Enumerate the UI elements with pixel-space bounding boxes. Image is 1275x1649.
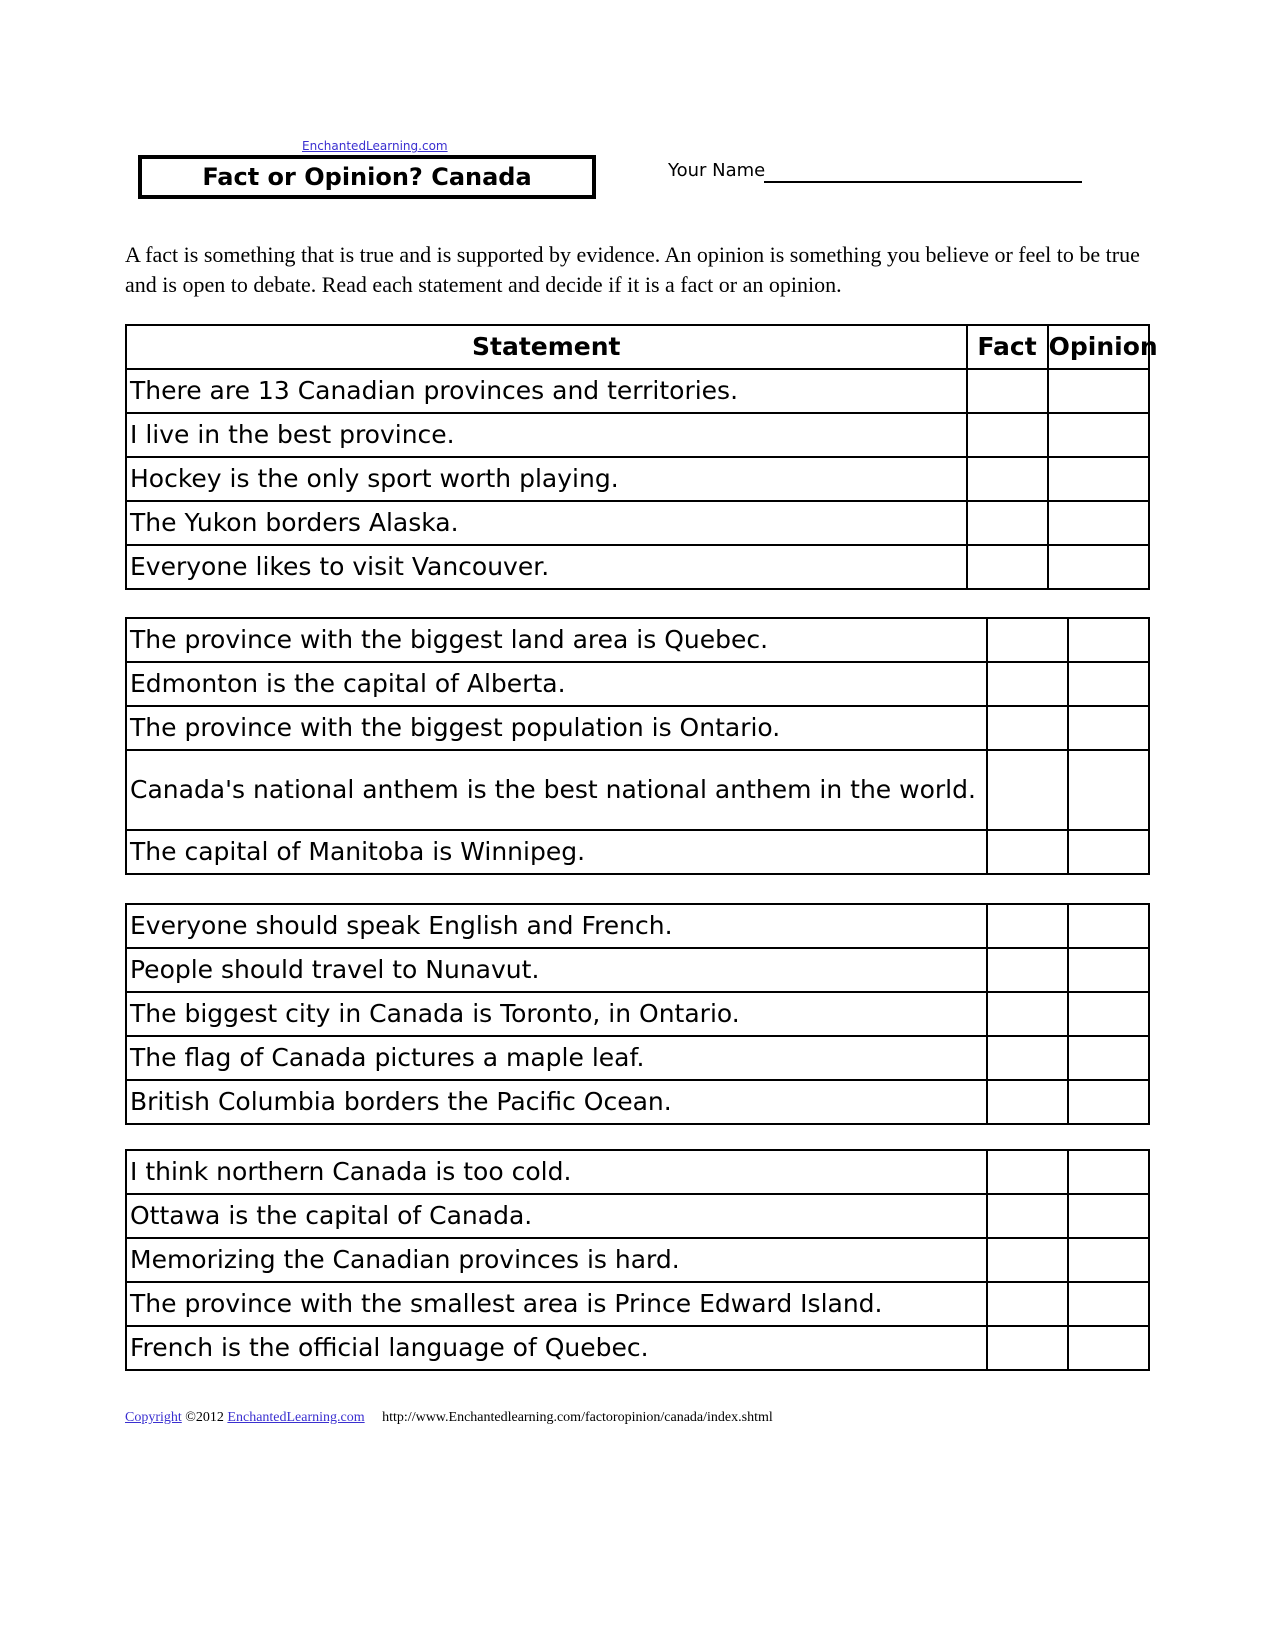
fact-checkbox[interactable]: [987, 992, 1068, 1036]
opinion-checkbox[interactable]: [1068, 830, 1149, 874]
opinion-checkbox[interactable]: [1048, 501, 1149, 545]
statement-text: The flag of Canada pictures a maple leaf.: [126, 1036, 987, 1080]
table-row: [126, 1282, 1149, 1326]
fact-checkbox[interactable]: [967, 545, 1048, 589]
statement-text: French is the official language of Quebec.: [126, 1326, 987, 1370]
site-link-footer[interactable]: EnchantedLearning.com: [227, 1410, 365, 1425]
footer: [125, 1410, 773, 1426]
statement-text: British Columbia borders the Pacific Ocean.: [126, 1080, 987, 1124]
opinion-checkbox[interactable]: [1068, 992, 1149, 1036]
table-row: [126, 706, 1149, 750]
opinion-checkbox[interactable]: [1068, 750, 1149, 830]
table-row: [126, 1150, 1149, 1194]
statement-text: Hockey is the only sport worth playing.: [126, 457, 967, 501]
table-row: [126, 413, 1149, 457]
fact-header: Fact: [967, 325, 1048, 369]
table-row: [126, 830, 1149, 874]
table-row: [126, 501, 1149, 545]
statement-text: The biggest city in Canada is Toronto, in Ontario.: [126, 992, 987, 1036]
opinion-checkbox[interactable]: [1068, 1326, 1149, 1370]
opinion-checkbox[interactable]: [1048, 457, 1149, 501]
table-row: [126, 1238, 1149, 1282]
fact-checkbox[interactable]: [987, 948, 1068, 992]
fact-checkbox[interactable]: [967, 501, 1048, 545]
statement-text: Canada's national anthem is the best national anthem in the world.: [126, 750, 987, 830]
fact-checkbox[interactable]: [967, 369, 1048, 413]
your-name-label: Your Name: [668, 160, 766, 181]
statement-text: There are 13 Canadian provinces and territories.: [126, 369, 967, 413]
statement-table-2: [125, 617, 1150, 875]
page-title: Fact or Opinion? Canada: [138, 155, 596, 199]
fact-checkbox[interactable]: [967, 413, 1048, 457]
opinion-checkbox[interactable]: [1068, 662, 1149, 706]
table-row: [126, 545, 1149, 589]
statement-text: The Yukon borders Alaska.: [126, 501, 967, 545]
page-url: http://www.Enchantedlearning.com/factoropinion/canada/index.shtml: [382, 1410, 773, 1425]
fact-checkbox[interactable]: [987, 750, 1068, 830]
opinion-checkbox[interactable]: [1068, 1238, 1149, 1282]
statement-text: Everyone likes to visit Vancouver.: [126, 545, 967, 589]
statement-text: People should travel to Nunavut.: [126, 948, 987, 992]
fact-checkbox[interactable]: [987, 830, 1068, 874]
opinion-checkbox[interactable]: [1068, 1282, 1149, 1326]
copyright-link[interactable]: Copyright: [125, 1410, 182, 1425]
statement-text: Memorizing the Canadian provinces is hard.: [126, 1238, 987, 1282]
fact-checkbox[interactable]: [987, 904, 1068, 948]
opinion-checkbox[interactable]: [1068, 948, 1149, 992]
instructions: A fact is something that is true and is supported by evidence. An opinion is something you believe or feel to be true and is open to debate. Read each statement and decide if it is a fact or an opinion.: [125, 242, 1140, 297]
name-write-line[interactable]: [764, 181, 1082, 183]
statement-table-1: [125, 324, 1158, 590]
statement-text: Ottawa is the capital of Canada.: [126, 1194, 987, 1238]
opinion-checkbox[interactable]: [1068, 1194, 1149, 1238]
table-row: [126, 750, 1149, 830]
copyright-year: ©2012: [185, 1410, 224, 1425]
statement-text: The province with the biggest land area is Quebec.: [126, 618, 987, 662]
statement-text: I think northern Canada is too cold.: [126, 1150, 987, 1194]
fact-checkbox[interactable]: [987, 1282, 1068, 1326]
opinion-checkbox[interactable]: [1048, 545, 1149, 589]
table-row: [126, 904, 1149, 948]
opinion-checkbox[interactable]: [1048, 413, 1149, 457]
opinion-checkbox[interactable]: [1068, 1080, 1149, 1124]
opinion-checkbox[interactable]: [1068, 1036, 1149, 1080]
opinion-checkbox[interactable]: [1068, 904, 1149, 948]
fact-checkbox[interactable]: [987, 1238, 1068, 1282]
statement-table-4: [125, 1149, 1150, 1371]
site-link-top[interactable]: EnchantedLearning.com: [302, 139, 448, 153]
fact-checkbox[interactable]: [987, 1080, 1068, 1124]
opinion-checkbox[interactable]: [1068, 1150, 1149, 1194]
statement-text: Edmonton is the capital of Alberta.: [126, 662, 987, 706]
fact-checkbox[interactable]: [987, 1326, 1068, 1370]
table-row: [126, 662, 1149, 706]
table-row: [126, 1326, 1149, 1370]
opinion-checkbox[interactable]: [1048, 369, 1149, 413]
fact-checkbox[interactable]: [967, 457, 1048, 501]
statement-header: Statement: [126, 325, 967, 369]
fact-checkbox[interactable]: [987, 1036, 1068, 1080]
statement-text: The province with the biggest population is Ontario.: [126, 706, 987, 750]
opinion-checkbox[interactable]: [1068, 706, 1149, 750]
statement-table-3: [125, 903, 1150, 1125]
fact-checkbox[interactable]: [987, 618, 1068, 662]
table-row: [126, 618, 1149, 662]
fact-checkbox[interactable]: [987, 1150, 1068, 1194]
statement-text: The capital of Manitoba is Winnipeg.: [126, 830, 987, 874]
table-row: [126, 1080, 1149, 1124]
table-row: [126, 948, 1149, 992]
fact-checkbox[interactable]: [987, 706, 1068, 750]
statement-text: I live in the best province.: [126, 413, 967, 457]
statement-text: Everyone should speak English and French.: [126, 904, 987, 948]
table-row: [126, 369, 1149, 413]
table-row: [126, 992, 1149, 1036]
table-row: [126, 1194, 1149, 1238]
table-row: [126, 457, 1149, 501]
statement-text: The province with the smallest area is Prince Edward Island.: [126, 1282, 987, 1326]
opinion-header: Opinion: [1048, 325, 1149, 369]
fact-checkbox[interactable]: [987, 662, 1068, 706]
opinion-checkbox[interactable]: [1068, 618, 1149, 662]
table-row: [126, 1036, 1149, 1080]
fact-checkbox[interactable]: [987, 1194, 1068, 1238]
